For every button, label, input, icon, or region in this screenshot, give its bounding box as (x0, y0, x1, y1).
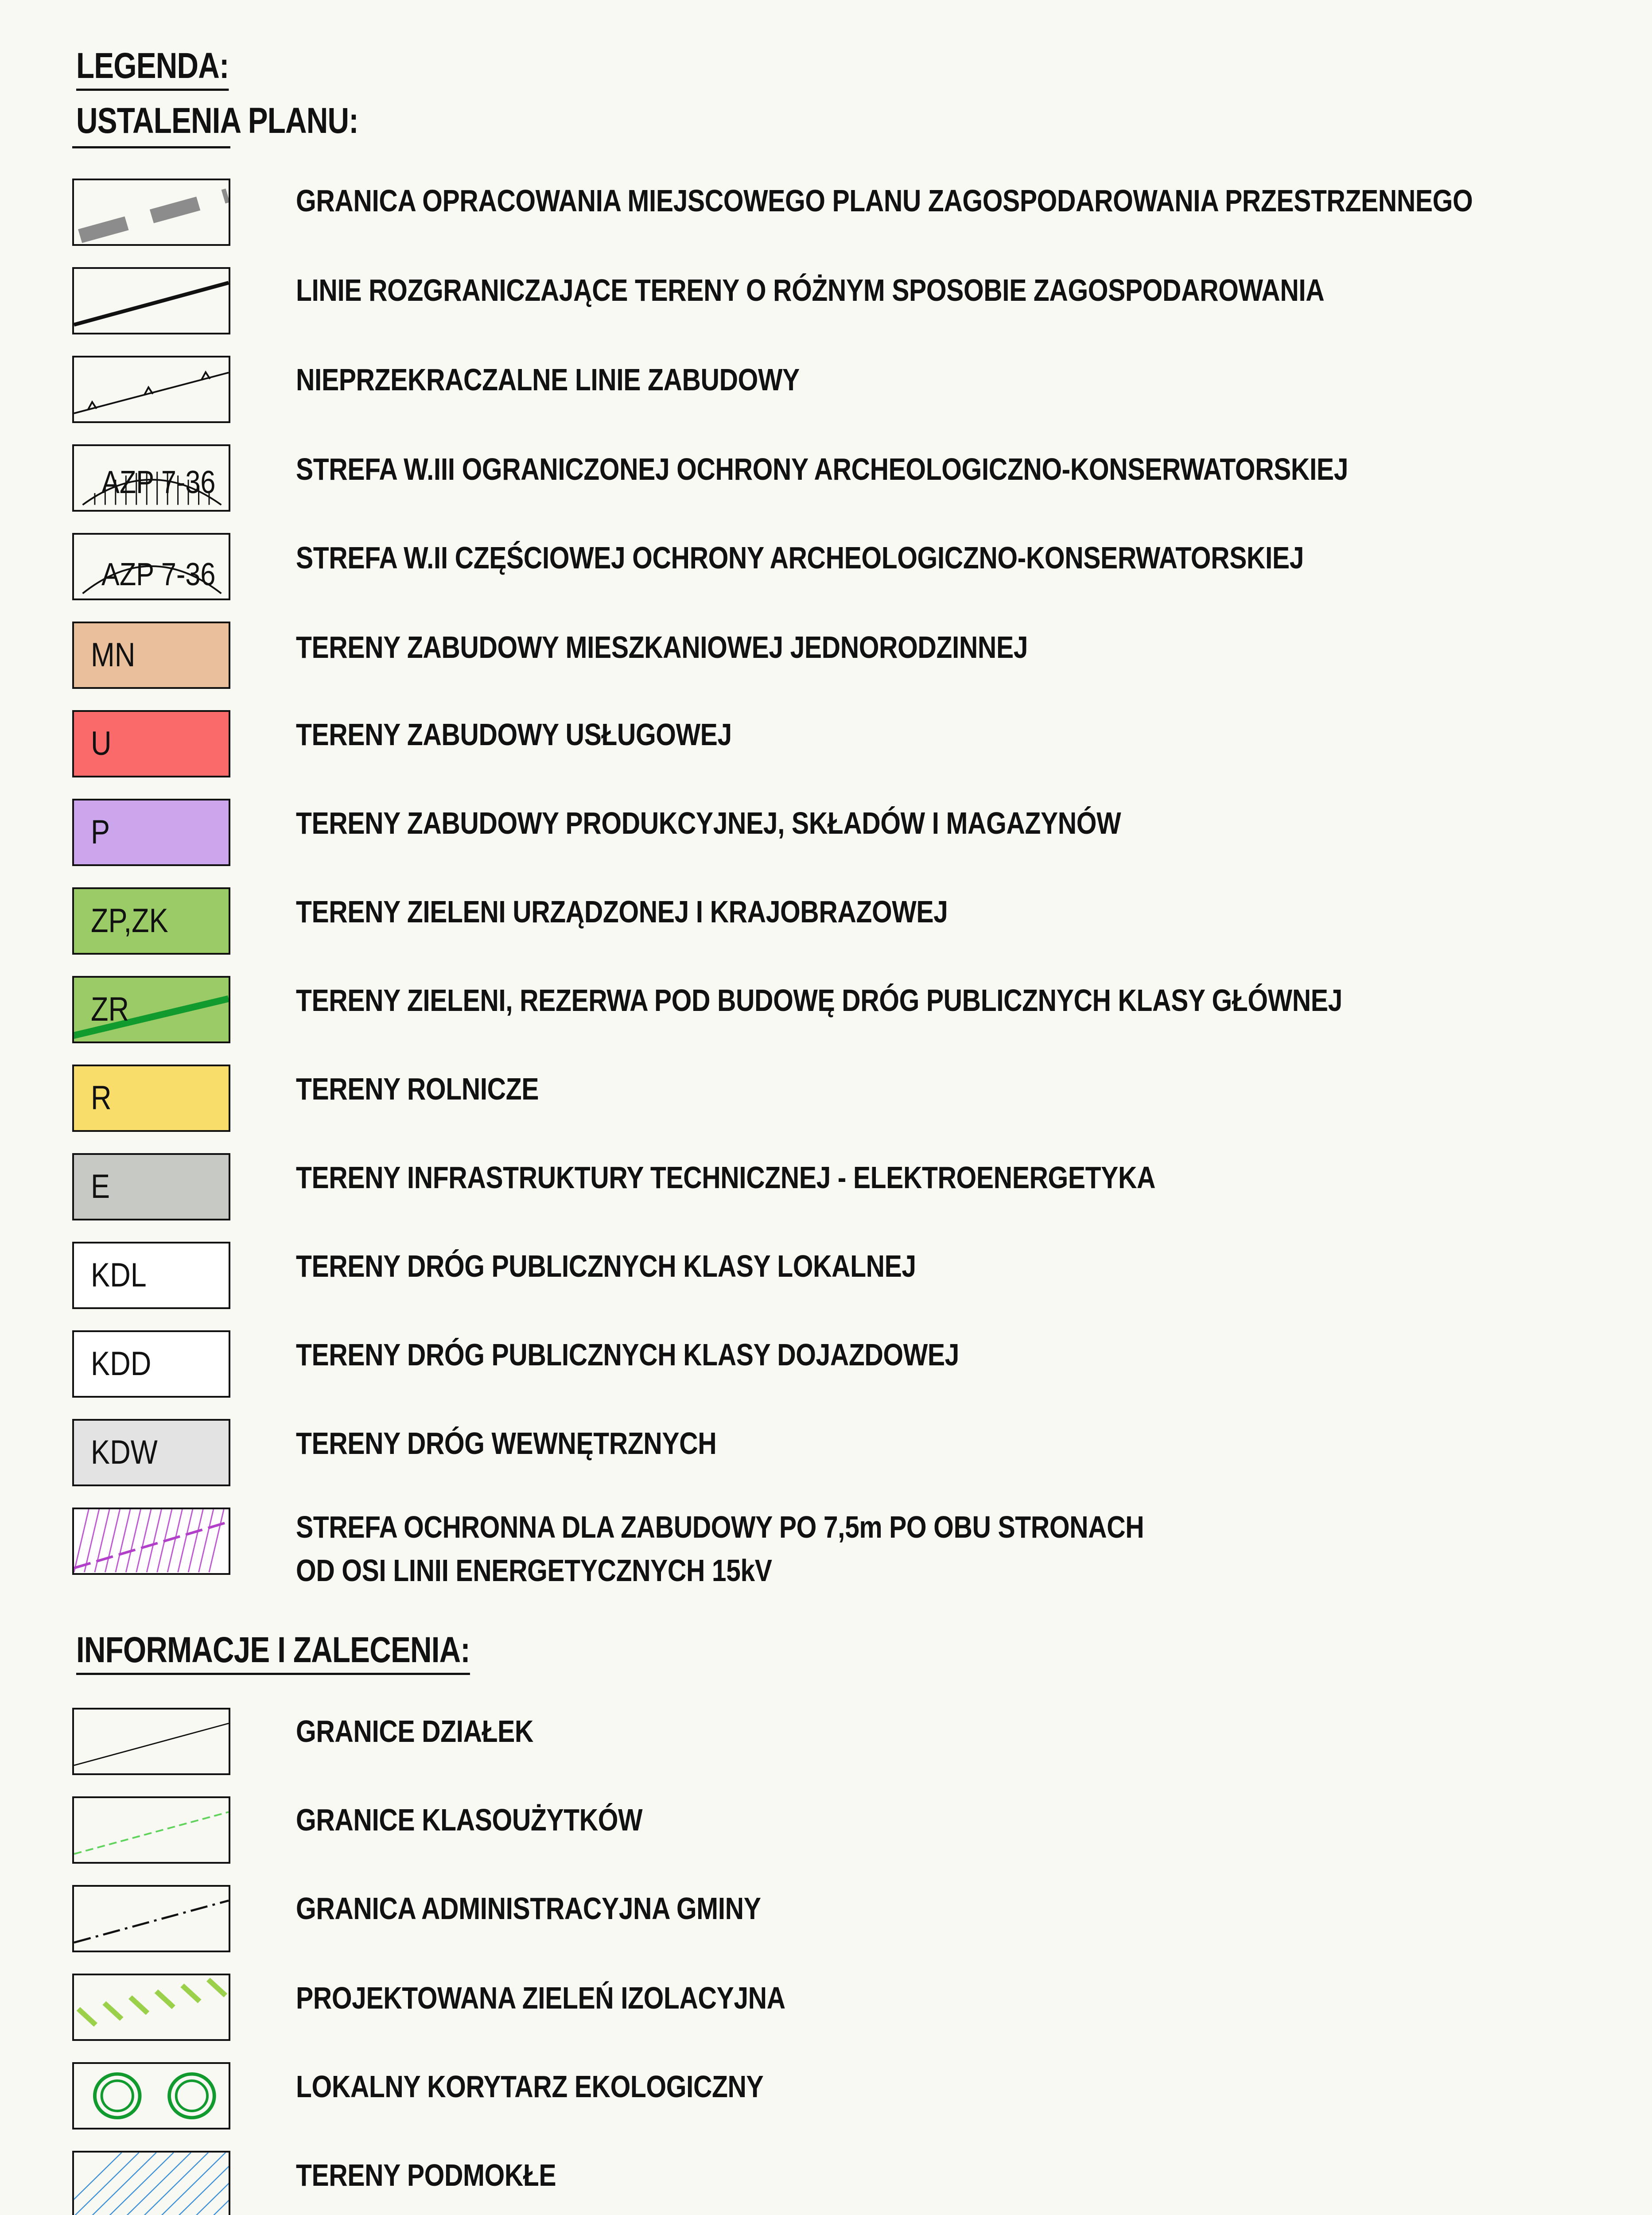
blue-hatch-icon (74, 2153, 229, 2215)
label-zr: TERENY ZIELENI, REZERWA POD BUDOWĘ DRÓG PUBLICZNYCH KLASY GŁÓWNEJ (296, 983, 1342, 1018)
label-admin-border: GRANICA ADMINISTRACYJNA GMINY (296, 1891, 761, 1926)
label-kdw: TERENY DRÓG WEWNĘTRZNYCH (296, 1426, 717, 1461)
dash-dot-line-icon (74, 1887, 229, 1951)
label-plan-boundary: GRANICA OPRACOWANIA MIEJSCOWEGO PLANU ZAGOSPODAROWANIA PRZESTRZENNEGO (296, 183, 1473, 218)
kdd-code: KDD (91, 1345, 152, 1383)
zp-zk-code: ZP,ZK (91, 902, 168, 940)
e-code: E (91, 1168, 110, 1205)
swatch-land-class (72, 1796, 230, 1864)
label-demarcation-lines: LINIE ROZGRANICZAJĄCE TERENY O RÓŻNYM SPOSOBIE ZAGOSPODAROWANIA (296, 273, 1325, 307)
label-kdd: TERENY DRÓG PUBLICZNYCH KLASY DOJAZDOWEJ (296, 1337, 959, 1372)
label-r: TERENY ROLNICZE (296, 1072, 539, 1106)
swatch-kdd (72, 1330, 230, 1398)
zr-code: ZR (91, 991, 129, 1028)
label-land-class: GRANICE KLASOUŻYTKÓW (296, 1803, 643, 1837)
swatch-zp-zk (72, 887, 230, 955)
swatch-admin-border (72, 1885, 230, 1952)
label-protective-zone-line1: STREFA OCHRONNA DLA ZABUDOWY PO 7,5m PO OBU STRONACH (296, 1510, 1144, 1544)
label-zp-zk: TERENY ZIELENI URZĄDZONEJ I KRAJOBRAZOWEJ (296, 894, 948, 929)
swatch-r (72, 1065, 230, 1132)
swatch-u (72, 710, 230, 777)
swatch-archaeo-w2 (72, 533, 230, 600)
swatch-wetlands (72, 2151, 230, 2215)
swatch-building-lines (72, 356, 230, 423)
plan-heading: USTALENIA PLANU: (76, 101, 358, 141)
archaeo-w3-code: AZP 7-36 (101, 465, 216, 500)
archaeo-w2-code: AZP 7-36 (101, 557, 216, 592)
label-eco-corridor: LOKALNY KORYTARZ EKOLOGICZNY (296, 2069, 764, 2104)
kdw-code: KDW (91, 1434, 158, 1471)
swatch-archaeo-w3 (72, 444, 230, 512)
swatch-plan-boundary (72, 179, 230, 246)
swatch-plot-borders (72, 1708, 230, 1775)
info-heading: INFORMACJE I ZALECENIA: (76, 1632, 470, 1675)
swatch-kdw (72, 1419, 230, 1486)
gray-dashed-line-icon (74, 180, 229, 244)
swatch-eco-corridor (72, 2062, 230, 2130)
plan-divider (72, 146, 230, 148)
swatch-p (72, 799, 230, 866)
label-plot-borders: GRANICE DZIAŁEK (296, 1714, 533, 1749)
u-code: U (91, 725, 112, 762)
kdl-code: KDL (91, 1256, 147, 1294)
swatch-mn (72, 622, 230, 689)
label-kdl: TERENY DRÓG PUBLICZNYCH KLASY LOKALNEJ (296, 1249, 916, 1283)
swatch-isolation-green (72, 1974, 230, 2041)
p-code: P (91, 813, 110, 851)
building-line-icon (74, 358, 229, 421)
label-u: TERENY ZABUDOWY USŁUGOWEJ (296, 717, 732, 752)
legend-heading: LEGENDA: (76, 48, 229, 91)
solid-line-icon (74, 269, 229, 333)
label-e: TERENY INFRASTRUKTURY TECHNICZNEJ - ELEKTROENERGETYKA (296, 1160, 1156, 1195)
label-archaeo-w2: STREFA W.II CZĘŚCIOWEJ OCHRONY ARCHEOLOGICZNO-KONSERWATORSKIEJ (296, 540, 1304, 575)
label-isolation-green: PROJEKTOWANA ZIELEŃ IZOLACYJNA (296, 1981, 785, 2015)
thin-line-icon (74, 1710, 229, 1773)
double-circle-icon (74, 2064, 229, 2128)
swatch-demarcation-lines (72, 267, 230, 334)
swatch-protective-zone (72, 1508, 230, 1575)
mn-code: MN (91, 636, 136, 674)
swatch-e (72, 1153, 230, 1220)
label-p: TERENY ZABUDOWY PRODUKCYJNEJ, SKŁADÓW I MAGAZYNÓW (296, 806, 1121, 840)
label-mn: TERENY ZABUDOWY MIESZKANIOWEJ JEDNORODZINNEJ (296, 630, 1028, 664)
green-hatch-icon (74, 1975, 229, 2039)
swatch-kdl (72, 1242, 230, 1309)
label-protective-zone (296, 1505, 1144, 1592)
label-archaeo-w3: STREFA W.III OGRANICZONEJ OCHRONY ARCHEOLOGICZNO-KONSERWATORSKIEJ (296, 452, 1348, 486)
r-code: R (91, 1079, 112, 1117)
label-wetlands: TERENY PODMOKŁE (296, 2158, 556, 2192)
power-line-zone-icon (74, 1509, 229, 1573)
green-dashed-line-icon (74, 1798, 229, 1862)
swatch-zr (72, 976, 230, 1043)
label-building-lines: NIEPRZEKRACZALNE LINIE ZABUDOWY (296, 362, 800, 397)
label-protective-zone-line2: OD OSI LINII ENERGETYCZNYCH 15kV (296, 1553, 772, 1588)
